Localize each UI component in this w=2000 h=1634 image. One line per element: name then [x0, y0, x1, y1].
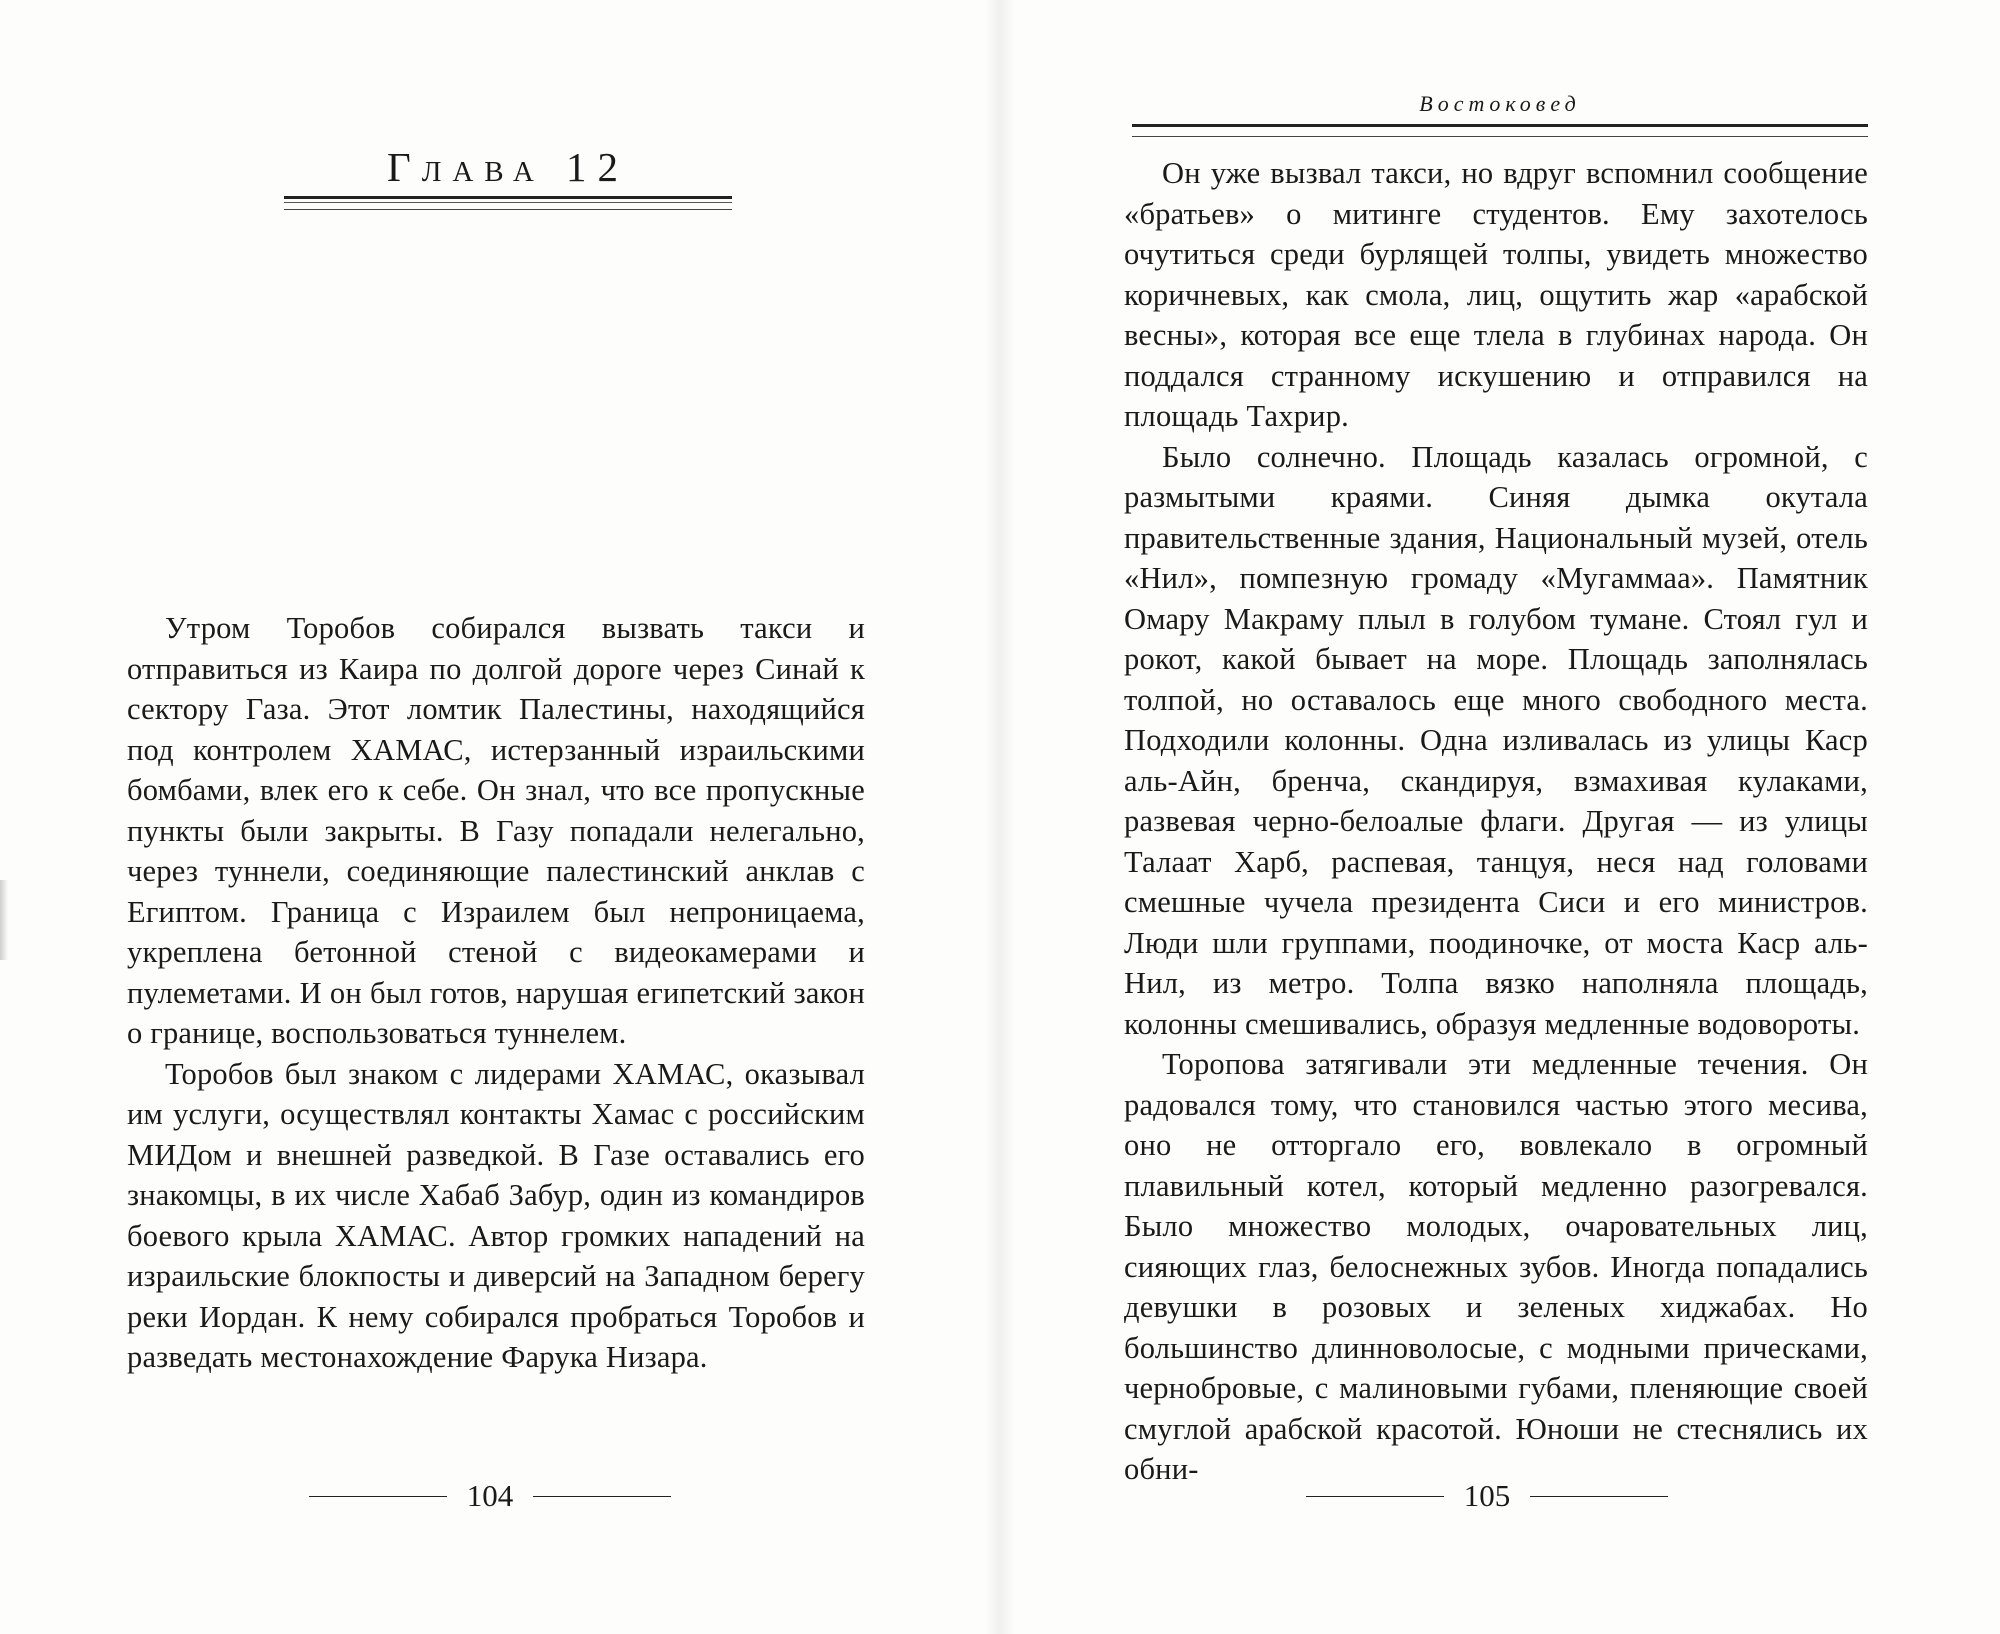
- page-edge-shadow: [0, 880, 8, 960]
- footer-rule-right: [1530, 1496, 1668, 1497]
- footer-rule-left: [309, 1496, 447, 1497]
- page-number: 104: [466, 1478, 514, 1513]
- paragraph: Утром Торобов собирался вызвать такси и отправиться из Каира по долгой дороге через Синай к сектору Газа. Этот ломтик Палестины, находящийся под контролем ХАМАС, истерзанный израильскими бомбами, влек его к себе. Он знал, что все пропускные пункты были закрыты. В Газу попадали нелегально, через туннели, соединяющие палестинский анклав с Египтом. Граница с Израилем был непроницаема, укреплена бетонной стеной с видеокамерами и пулеметами. И он был готов, нарушая египетский закон о границе, воспользоваться туннелем.: [127, 611, 865, 1050]
- paragraph: Торобов был знаком с лидерами ХАМАС, оказывал им услуги, осуществлял контакты Хамас с российским МИДом и внешней разведкой. В Газе оставались его знакомцы, в их числе Хабаб Забур, один из командиров боевого крыла ХАМАС. Автор громких нападений на израильские блокпосты и диверсий на Западном берегу реки Иордан. К нему собирался пробраться Торобов и разведать местонахождение Фарука Низара.: [127, 1056, 865, 1374]
- running-head-rule: [1132, 124, 1868, 137]
- page-number-footer: [300, 1478, 680, 1514]
- right-page: [1000, 0, 2000, 1634]
- footer-rule-left: [1306, 1496, 1444, 1497]
- chapter-title-rule: [284, 196, 732, 210]
- chapter-title: Глава 12: [386, 144, 630, 190]
- paragraph: Он уже вызвал такси, но вдруг вспомнил сообщение «братьев» о митинге студентов. Ему захотелось очутиться среди бурлящей толпы, увидеть множество коричневых, как смола, лиц, ощутить жар «арабской весны», которая все еще тлела в глубинах народа. Он поддался странному искушению и отправился на площадь Тахрир.: [1124, 156, 1868, 433]
- footer-rule-right: [533, 1496, 671, 1497]
- running-head: Востоковед: [1419, 91, 1581, 116]
- paragraph: Торопова затягивали эти медленные течения. Он радовался тому, что становился частью этого месива, оно не отторгало его, вовлекало в огромный плавильный котел, который медленно разогревался. Было множество молодых, очаровательных лиц, сияющих глаз, белоснежных зубов. Иногда попадались девушки в розовых и зеленых хиджабах. Но большинство длинноволосые, с модными прическами, чернобровые, с малиновыми губами, пленяющие своей смуглой арабской красотой. Юноши не стеснялись их обни-: [1124, 1047, 1868, 1486]
- page-number: 105: [1463, 1478, 1511, 1513]
- paragraph: Было солнечно. Площадь казалась огромной, с размытыми краями. Синяя дымка окутала правительственные здания, Национальный музей, отель «Нил», помпезную громаду «Мугаммаа». Памятник Омару Макраму плыл в голубом тумане. Стоял гул и рокот, какой бывает на море. Площадь заполнялась толпой, но оставалось еще много свободного места. Подходили колонны. Одна изливалась из улицы Каср аль-Айн, бренча, скандируя, взмахивая кулаками, развевая черно-белоалые флаги. Другая — из улицы Талаат Харб, распевая, танцуя, неся над головами смешные чучела президента Сиси и его министров. Люди шли группами, поодиночке, от моста Каср аль-Нил, из метро. Толпа вязко наполняла площадь, колонны смешивались, образуя медленные водовороты.: [1124, 439, 1868, 1041]
- page-number-footer: [1292, 1478, 1682, 1514]
- right-body-text: [1124, 153, 1868, 1490]
- left-body-text: [127, 608, 865, 1378]
